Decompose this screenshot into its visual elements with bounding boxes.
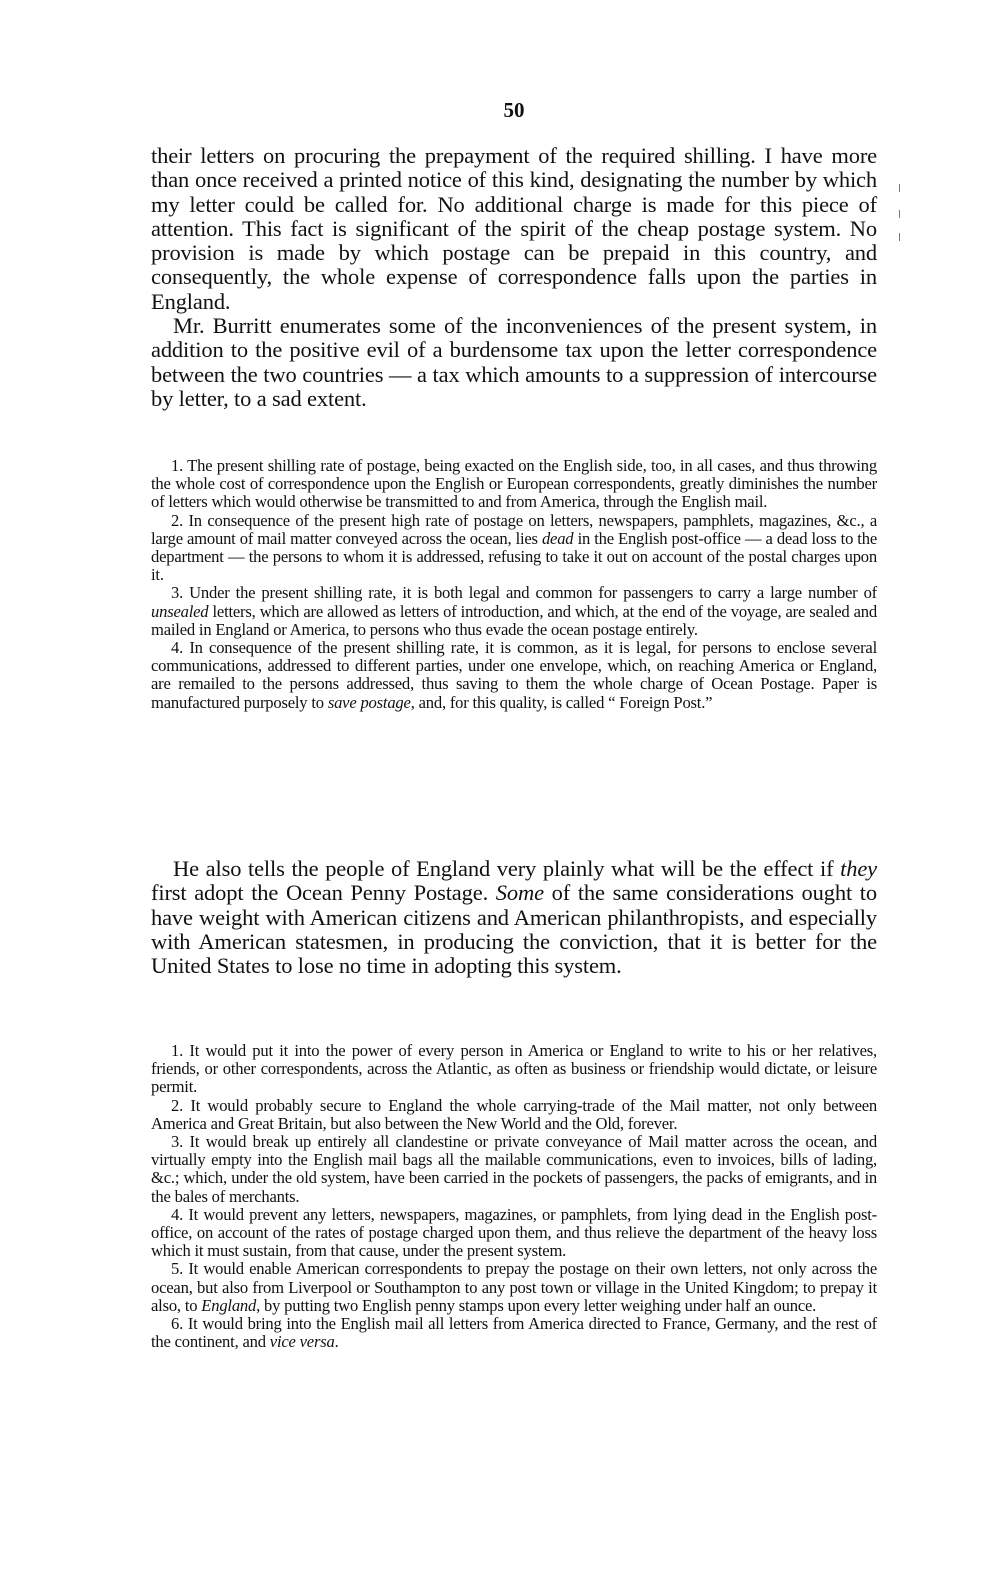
- list-item: [151, 1206, 877, 1261]
- list-item: [151, 639, 877, 712]
- list-item-text: In consequence of the present high rate of postage on letters, newspapers, pamphlets, magazines, &c., a large amount of mail matter conveyed across the ocean, lies: [151, 510, 878, 548]
- body-text-middle: [151, 857, 877, 978]
- list-item-number: 2.: [171, 510, 184, 530]
- list-item-number: 2.: [171, 1095, 184, 1115]
- list-item: [151, 457, 877, 512]
- list-item-number: 4.: [171, 1204, 184, 1224]
- list-item-number: 3.: [171, 583, 184, 603]
- emphasis: dead: [541, 528, 574, 548]
- list-item-number: 5.: [171, 1259, 184, 1279]
- list-item-number: 6.: [171, 1314, 184, 1334]
- emphasis: Some: [495, 880, 544, 906]
- list-item: [151, 1315, 877, 1351]
- list-item: [151, 1260, 877, 1315]
- paragraph-effects-intro: [151, 857, 877, 978]
- list-item-text: It would enable American correspondents to prepay the postage on their own letters, not only across the ocean, but also from Liverpool or Southampton to any post town or village in the United Kingdom; to prepay it also, to: [151, 1259, 877, 1315]
- list-item-text: In consequence of the present shilling rate, it is common, as it is legal, for persons to enclose several communications, addressed to different parties, under one envelope, which, on reaching America or England, are remailed to the persons addressed, thus saving to them the whole charge of Ocean Postage. Paper is manufactured purposely to: [151, 638, 877, 712]
- list-item-text: It would probably secure to England the whole carrying-trade of the Mail matter, not only between America and Great Britain, but also between the New World and the Old, forever.: [151, 1095, 877, 1133]
- inconveniences-list: [151, 457, 877, 712]
- scan-margin-mark: [899, 184, 900, 192]
- list-item-text: It would bring into the English mail all letters from America directed to France, Germany, and the rest of the continent, and: [151, 1314, 877, 1352]
- list-item: [151, 1133, 877, 1206]
- list-item: [151, 584, 877, 639]
- list-item: [151, 1042, 877, 1097]
- list-item-text: Under the present shilling rate, it is both legal and common for passengers to carry a large number of: [189, 583, 878, 603]
- scan-margin-mark: [899, 233, 900, 241]
- list-item-number: 3.: [171, 1132, 184, 1152]
- list-item-text: It would prevent any letters, newspapers, magazines, or pamphlets, from lying dead in the English post-office, on account of the rates of postage charged upon them, and thus relieve the department of the heavy loss which it must sustain, from that cause, under the present system.: [151, 1204, 877, 1261]
- paragraph-burritt: Mr. Burritt enumerates some of the inconveniences of the present system, in addition to the positive evil of a burdensome tax upon the letter correspondence between the two countries — a tax which amounts to a suppression of intercourse by letter, to a sad extent.: [151, 313, 877, 411]
- list-item-text: It would break up entirely all clandestine or private conveyance of Mail matter across the ocean, and virtually empty into the English mail bags all the mailable communications, even to invoices, bills of lading, &c.; which, under the old system, have been carried in the pockets of passengers, the packs of emigrants, and in the bales of merchants.: [151, 1132, 877, 1206]
- list-item-text: The present shilling rate of postage, being exacted on the English side, too, in all cases, and thus throwing the whole cost of correspondence upon the English or European correspondents, greatly diminishes the number of letters which would otherwise be transmitted to and from America, through the English mail.: [151, 456, 877, 512]
- emphasis: vice versa: [269, 1332, 335, 1352]
- list-item-text: .: [334, 1332, 339, 1352]
- emphasis: they: [840, 856, 877, 881]
- list-item-text: It would put it into the power of every person in America or England to write to his or her relatives, friends, or other correspondents, across the Atlantic, as often as business or friendship would dictate, or leisure permit.: [151, 1041, 877, 1097]
- paragraph-text: of the same considerations ought to have weight with American citizens and American philanthropists, and especially with American statesmen, in producing the conviction, that it is better for the United States to lose no time in adopting this system.: [151, 880, 877, 979]
- emphasis: England: [201, 1295, 257, 1315]
- list-item-text: letters, which are allowed as letters of introduction, and which, at the end of the voyage, are sealed and mailed in England or America, to persons who thus evade the ocean postage entirely.: [151, 601, 877, 639]
- page-number: 50: [503, 98, 525, 122]
- list-item-text: in the English post-office — a dead loss to the department — the persons to whom it is addressed, refusing to take it out on account of the postal charges upon it.: [151, 528, 877, 585]
- list-item-text: , and, for this quality, is called “ Foreign Post.”: [410, 692, 713, 712]
- list-item-number: 4.: [171, 638, 184, 658]
- paragraph-continuation: their letters on procuring the prepayment of the required shilling. I have more than once received a printed notice of this kind, designating the number by which my letter could be called for. No additional charge is made for this piece of attention. This fact is significant of the spirit of the cheap postage system. No provision is made by which postage can be prepaid in this country, and consequently, the whole expense of correspondence falls upon the parties in England.: [151, 143, 877, 314]
- emphasis: save postage: [327, 692, 411, 712]
- list-item-number: 1.: [171, 456, 184, 475]
- list-item-number: 1.: [171, 1041, 184, 1060]
- list-item: [151, 1097, 877, 1133]
- scan-margin-mark: [899, 210, 900, 218]
- body-text-top: [151, 144, 877, 411]
- list-item-text: , by putting two English penny stamps upon every letter weighing under half an ounce.: [256, 1295, 817, 1315]
- effects-list: [151, 1042, 877, 1351]
- paragraph-text: first adopt the Ocean Penny Postage.: [151, 880, 496, 906]
- list-item: [151, 512, 877, 585]
- emphasis: unsealed: [151, 601, 209, 621]
- paragraph-text: He also tells the people of England very plainly what will be the effect if: [173, 856, 841, 881]
